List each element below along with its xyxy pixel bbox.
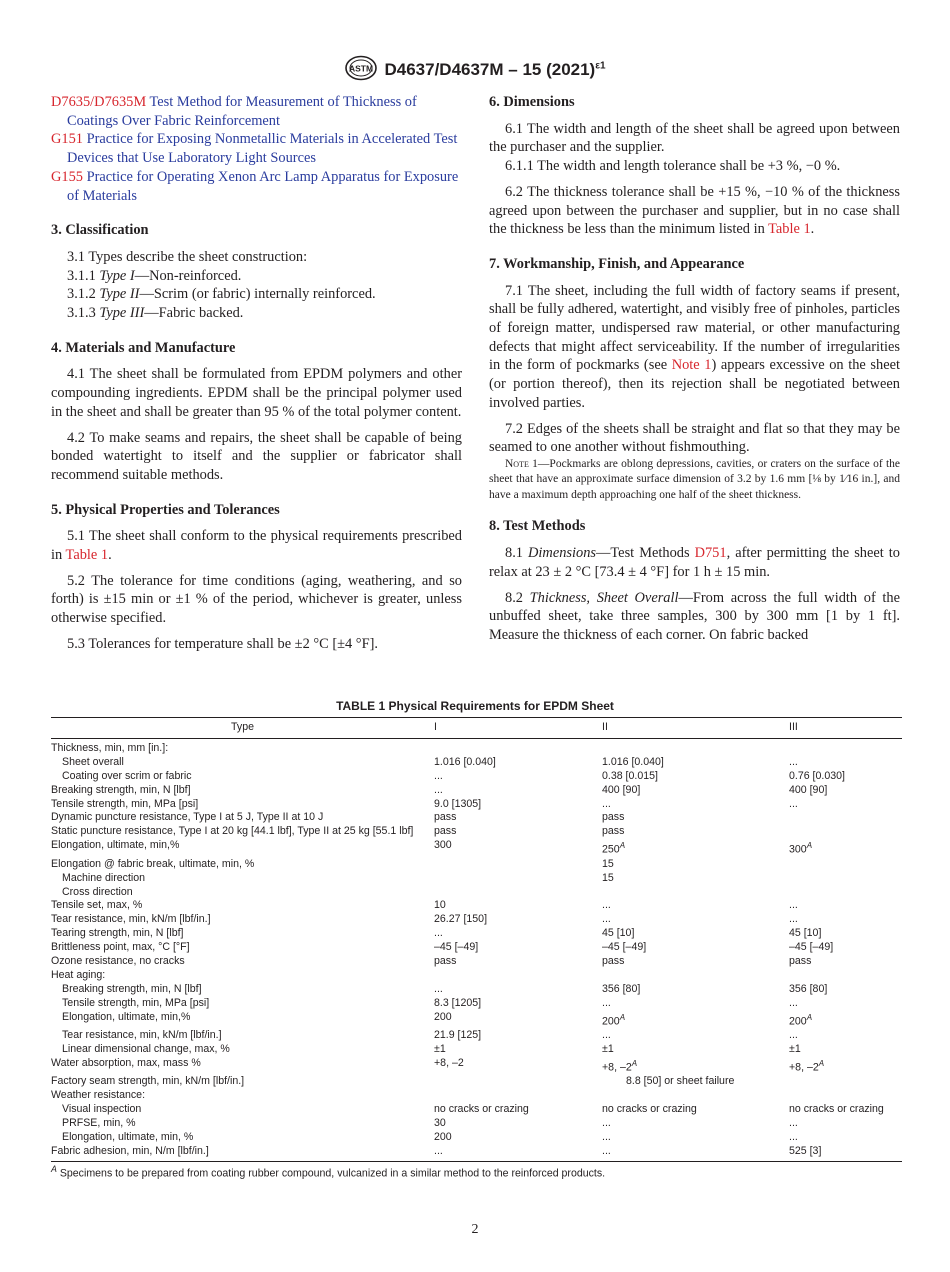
table-row xyxy=(51,1029,902,1043)
table-cell: ±1 xyxy=(789,1043,801,1055)
table-cell: ... xyxy=(789,1029,798,1042)
table-cell: ... xyxy=(602,797,611,810)
table-row xyxy=(51,1131,902,1145)
table-cell: Linear dimensional change, max, % xyxy=(62,1043,230,1055)
table-cell: ... xyxy=(602,899,611,912)
section-heading: 6. Dimensions xyxy=(489,94,575,110)
table-row xyxy=(51,1103,902,1117)
table-cell xyxy=(602,1089,789,1103)
table-cell xyxy=(789,872,902,886)
table-cell: 10 xyxy=(434,899,446,912)
table-cell: Tearing strength, min, N [lbf] xyxy=(51,927,184,940)
paragraph: 5.3 Tolerances for temperature shall be ±2 °C [±4 °F]. xyxy=(67,635,378,652)
reference-item xyxy=(51,168,462,205)
table-link[interactable]: Table 1 xyxy=(768,221,811,238)
table-cell: ... xyxy=(789,913,798,926)
table-cell: 26.27 [150] xyxy=(434,913,488,926)
table-row xyxy=(51,872,902,886)
table-cell: 1.016 [0.040] xyxy=(434,755,496,768)
table-cell: ±1 xyxy=(602,1043,614,1055)
table-cell: pass xyxy=(434,955,457,968)
paragraph: 8.2 Thickness, Sheet Overall—From across the full width of the unbuffed sheet, take three samples, 300 by 300 mm [1 by 1 ft]. Measure the thickness of each corner. On fabric backed xyxy=(489,589,900,643)
paragraph: 8.1 Dimensions—Test Methods D751, after permitting the sheet to relax at 23 ± 2 °C [73.4 ± 4 °F] for 1 h ± 15 min. xyxy=(489,545,900,580)
designation-superscript: ε1 xyxy=(595,60,606,72)
table-cell: Water absorption, max, mass % xyxy=(51,1056,201,1069)
table-cell: pass xyxy=(602,825,625,838)
table-cell: pass xyxy=(602,955,625,968)
table-row xyxy=(51,913,902,927)
table-cell: no cracks or crazing xyxy=(434,1103,529,1116)
section-heading: 3. Classification xyxy=(51,222,149,239)
table-cell xyxy=(434,1089,602,1103)
table-cell: +8, –2 xyxy=(434,1056,464,1069)
table-cell: –45 [–49] xyxy=(434,941,479,954)
table-row xyxy=(51,941,902,955)
table-cell xyxy=(434,738,602,755)
table-cell xyxy=(789,969,902,983)
page-number: 2 xyxy=(471,1222,479,1237)
table-cell: Coating over scrim or fabric xyxy=(62,769,192,782)
table-cell: 45 [10] xyxy=(789,927,822,940)
table-cell: ... xyxy=(789,1117,798,1130)
table-row xyxy=(51,738,902,755)
section-heading: 4. Materials and Manufacture xyxy=(51,339,236,356)
table-link[interactable]: Table 1 xyxy=(65,547,109,564)
table-cell: Breaking strength, min, N [lbf] xyxy=(62,982,202,995)
table-cell: no cracks or crazing xyxy=(789,1103,884,1116)
table-cell: Tensile strength, min, MPa [psi] xyxy=(51,797,199,810)
right-column xyxy=(489,93,900,652)
table-cell: PRFSE, min, % xyxy=(62,1117,136,1130)
table-cell: 400 [90] xyxy=(602,783,641,796)
table-cell xyxy=(789,811,902,825)
table-cell: Thickness, min, mm [in.]: xyxy=(51,741,169,754)
column-header: Type xyxy=(51,718,434,739)
table-cell: ... xyxy=(602,913,611,926)
paragraph: 6.1 The width and length of the sheet shall be agreed upon between the purchaser and the supplier. xyxy=(489,120,900,156)
table-footnote: $^A$ Specimens to be prepared from coating rubber compound, vulcanized in a similar method to the reinforced products. xyxy=(51,1164,606,1180)
table-cell xyxy=(789,886,902,900)
table-cell: ... xyxy=(434,769,443,782)
table-row xyxy=(51,969,902,983)
paragraph: 4.1 The sheet shall be formulated from EPDM polymers and other compounding ingredients. EPDM shall be the principal polymer used in the sheet and shall be greater than 95 % of the total polymer content. xyxy=(51,366,462,420)
table-cell: –45 [–49] xyxy=(789,941,834,954)
table-cell: +8, $-2^A$ xyxy=(789,1058,825,1074)
table-cell: 525 [3] xyxy=(789,1145,902,1161)
table-cell: 200 xyxy=(434,1130,452,1143)
table-cell: Breaking strength, min, N [lbf] xyxy=(51,783,191,796)
table-cell: Tear resistance, min, kN/m [lbf/in.] xyxy=(51,913,211,926)
table-cell: ... xyxy=(434,783,443,796)
table-cell: Sheet overall xyxy=(62,755,124,768)
table-cell xyxy=(434,858,602,872)
table-cell: ... xyxy=(602,1029,611,1042)
paragraph: 7.1 The sheet, including the full width of factory seams if present, shall be fully adhered, watertight, and visibly free of pinholes, particles of foreign matter, undispersed raw material, or other manufacturing defects that might affect serviceability. If the number of irregularities in the form of pockmarks (see Note 1) appears excessive on the sheet (or portion thereof), then its rejection shall be negotiated between involved parties. xyxy=(489,282,900,411)
paragraph: 6.1.1 The width and length tolerance shall be +3 %, −0 %. xyxy=(505,158,841,175)
reference-title[interactable]: Practice for Exposing Nonmetallic Materials in Accelerated Test Devices that Use Laboratory Light Sources xyxy=(67,131,458,167)
table-row xyxy=(51,770,902,784)
table-cell: Visual inspection xyxy=(62,1103,142,1116)
table-cell: 45 [10] xyxy=(602,927,635,940)
section-heading: 7. Workmanship, Finish, and Appearance xyxy=(489,255,745,272)
svg-text:ASTM: ASTM xyxy=(349,63,374,74)
table-cell: 200 xyxy=(434,1010,452,1023)
column-header: I xyxy=(434,718,602,739)
table-row xyxy=(51,798,902,812)
table-cell: pass xyxy=(434,811,457,824)
reference-item xyxy=(51,93,462,130)
table-cell: ... xyxy=(434,1145,602,1161)
reference-link[interactable]: G155 xyxy=(51,168,83,185)
table-cell: no cracks or crazing xyxy=(602,1103,697,1116)
document-designation: D4637/D4637M – 15 (2021) xyxy=(384,59,596,79)
table-row xyxy=(51,811,902,825)
astm-logo-icon xyxy=(344,55,378,86)
table-cell xyxy=(789,858,902,872)
table-cell: Tear resistance, min, kN/m [lbf/in.] xyxy=(62,1029,222,1042)
table-cell: ... xyxy=(789,797,798,810)
table-cell: Elongation, ultimate, min,% xyxy=(51,839,180,852)
table-cell: 15 xyxy=(602,871,614,884)
table-cell: $200^A$ xyxy=(789,1012,813,1028)
table-row xyxy=(51,784,902,798)
list-item: 3.1.1 Type I—Non-reinforced. xyxy=(67,267,242,284)
table-row xyxy=(51,1117,902,1131)
table-row xyxy=(51,955,902,969)
table-cell xyxy=(789,1075,902,1089)
table-cell xyxy=(789,825,902,839)
table-cell: Elongation @ fabric break, ultimate, min, % xyxy=(51,857,255,870)
table-cell xyxy=(434,872,602,886)
table-cell: ... xyxy=(789,755,798,768)
table-cell: ... xyxy=(789,1130,798,1143)
section-heading: 5. Physical Properties and Tolerances xyxy=(51,501,280,518)
table-cell: 9.0 [1305] xyxy=(434,797,482,810)
column-header: III xyxy=(789,718,902,739)
table-cell: Tensile set, max, % xyxy=(51,899,143,912)
table-cell xyxy=(602,886,789,900)
table-cell: Elongation, ultimate, min,% xyxy=(62,1010,191,1023)
table-cell: ... xyxy=(602,1130,611,1143)
table-cell xyxy=(434,886,602,900)
table-row xyxy=(51,899,902,913)
table-cell: –45 [–49] xyxy=(602,941,647,954)
paragraph: 5.2 The tolerance for time conditions (aging, weathering, and so forth) is ±15 min or ±1 % of the period, whichever is greater, unless otherwise specified. xyxy=(51,572,462,627)
table-cell: 21.9 [125] xyxy=(434,1029,482,1042)
table-cell: Brittleness point, max, °C [°F] xyxy=(51,941,190,954)
list-item: 3.1.3 Type III—Fabric backed. xyxy=(67,305,244,322)
page-header xyxy=(0,55,950,86)
paragraph: 7.2 Edges of the sheets shall be straight and flat so that they may be seamed to one another without fishmouthing. xyxy=(489,420,900,456)
table-row xyxy=(51,1145,902,1161)
table-row xyxy=(51,1043,902,1057)
table-row xyxy=(51,927,902,941)
table-title: TABLE 1 Physical Requirements for EPDM Sheet xyxy=(336,699,614,713)
table-cell: 300 xyxy=(434,839,452,852)
table-cell: Static puncture resistance, Type I at 20 kg [44.1 lbf], Type II at 25 kg [55.1 lbf] xyxy=(51,825,414,838)
table-cell: Machine direction xyxy=(62,871,146,884)
table-cell: ... xyxy=(602,996,611,1009)
table-cell: 400 [90] xyxy=(789,783,828,796)
standard-link[interactable]: D751 xyxy=(694,545,727,562)
table-row xyxy=(51,1057,902,1075)
section-heading: 8. Test Methods xyxy=(489,518,586,535)
reference-link[interactable]: D7635/D7635M xyxy=(51,94,147,110)
table-row xyxy=(51,997,902,1011)
table-cell: pass xyxy=(434,825,457,838)
table-cell: ... xyxy=(789,899,798,912)
table-header-row xyxy=(51,718,902,739)
table-row xyxy=(51,1089,902,1103)
table-cell: 0.76 [0.030] xyxy=(789,769,845,782)
paragraph: 3.1 Types describe the sheet construction: xyxy=(67,248,308,265)
table-cell xyxy=(434,1075,602,1089)
reference-title[interactable]: Test Method for Measurement of Thickness of Coatings Over Fabric Reinforcement xyxy=(67,94,417,129)
paragraph: 4.2 To make seams and repairs, the sheet shall be capable of being bonded watertight to itself and the supplier or fabricator shall recommend suitable methods. xyxy=(51,429,462,483)
table-cell: ... xyxy=(602,1145,789,1161)
table-cell: Weather resistance: xyxy=(51,1089,146,1102)
table-cell: ... xyxy=(789,996,798,1009)
table-cell: pass xyxy=(789,955,812,968)
table-cell: 8.8 [50] or sheet failure xyxy=(626,1075,735,1088)
table-cell: Cross direction xyxy=(62,885,133,898)
table-cell xyxy=(789,738,902,755)
table-cell: ... xyxy=(434,927,443,940)
table-cell: Ozone resistance, no cracks xyxy=(51,955,185,968)
table-cell: $300^A$ xyxy=(789,841,813,856)
table-cell: 1.016 [0.040] xyxy=(602,755,664,768)
table-cell: pass xyxy=(602,811,625,824)
paragraph: 5.1 The sheet shall conform to the physical requirements prescribed in Table 1. xyxy=(51,528,462,564)
table-row xyxy=(51,983,902,997)
column-header: II xyxy=(602,718,789,739)
table-cell: Factory seam strength, min, kN/m [lbf/in.] xyxy=(51,1075,245,1088)
table-cell xyxy=(602,969,789,983)
table-row xyxy=(51,1011,902,1029)
table-cell: $200^A$ xyxy=(602,1012,626,1028)
list-item: 3.1.2 Type II—Scrim (or fabric) internally reinforced. xyxy=(67,286,376,303)
table-cell: Tensile strength, min, MPa [psi] xyxy=(62,996,210,1009)
table-cell: Fabric adhesion, min, N/m [lbf/in.] xyxy=(51,1145,434,1161)
table-row xyxy=(51,886,902,900)
table-cell: Dynamic puncture resistance, Type I at 5 J, Type II at 10 J xyxy=(51,811,324,824)
table-cell xyxy=(789,1089,902,1103)
table-row xyxy=(51,825,902,839)
table-cell: $250^A$ xyxy=(602,841,626,856)
table-row xyxy=(51,858,902,872)
table-cell: 356 [80] xyxy=(789,982,828,995)
table-cell: 30 xyxy=(434,1117,446,1130)
table-cell: 8.3 [1205] xyxy=(434,996,482,1009)
table-cell: Heat aging: xyxy=(51,968,106,981)
table-row xyxy=(51,839,902,857)
note-link[interactable]: Note 1 xyxy=(671,357,712,374)
physical-requirements-table xyxy=(51,717,902,1162)
reference-title[interactable]: Practice for Operating Xenon Arc Lamp Apparatus for Exposure of Materials xyxy=(67,168,459,204)
table-cell: 356 [80] xyxy=(602,982,641,995)
table-cell xyxy=(434,969,602,983)
table-cell: 15 xyxy=(602,857,614,870)
table-cell: ±1 xyxy=(434,1043,446,1055)
reference-item xyxy=(51,130,462,167)
left-column xyxy=(51,93,462,661)
table-cell xyxy=(602,738,789,755)
table-cell: +8, $-2^A$ xyxy=(602,1058,638,1074)
table-cell: 0.38 [0.015] xyxy=(602,769,658,782)
table-cell: Elongation, ultimate, min, % xyxy=(62,1130,194,1143)
table-row xyxy=(51,756,902,770)
note: Note 1—Pockmarks are oblong depressions, cavities, or craters on the surface of the sheet that have an approximate surface dimension of 3.2 by 1.6 mm [⅛ by 1⁄16 in.], and have a maximum depth approaching one half of the sheet thickness. xyxy=(489,457,901,501)
table-row xyxy=(51,1075,902,1089)
reference-link[interactable]: G151 xyxy=(51,131,83,148)
table-cell: ... xyxy=(602,1117,611,1130)
paragraph: 6.2 The thickness tolerance shall be +15 %, −10 % of the thickness agreed upon between the purchaser and supplier, but in no case shall the thickness be less than the minimum listed in Table 1. xyxy=(489,183,900,238)
table-cell: ... xyxy=(434,982,443,995)
